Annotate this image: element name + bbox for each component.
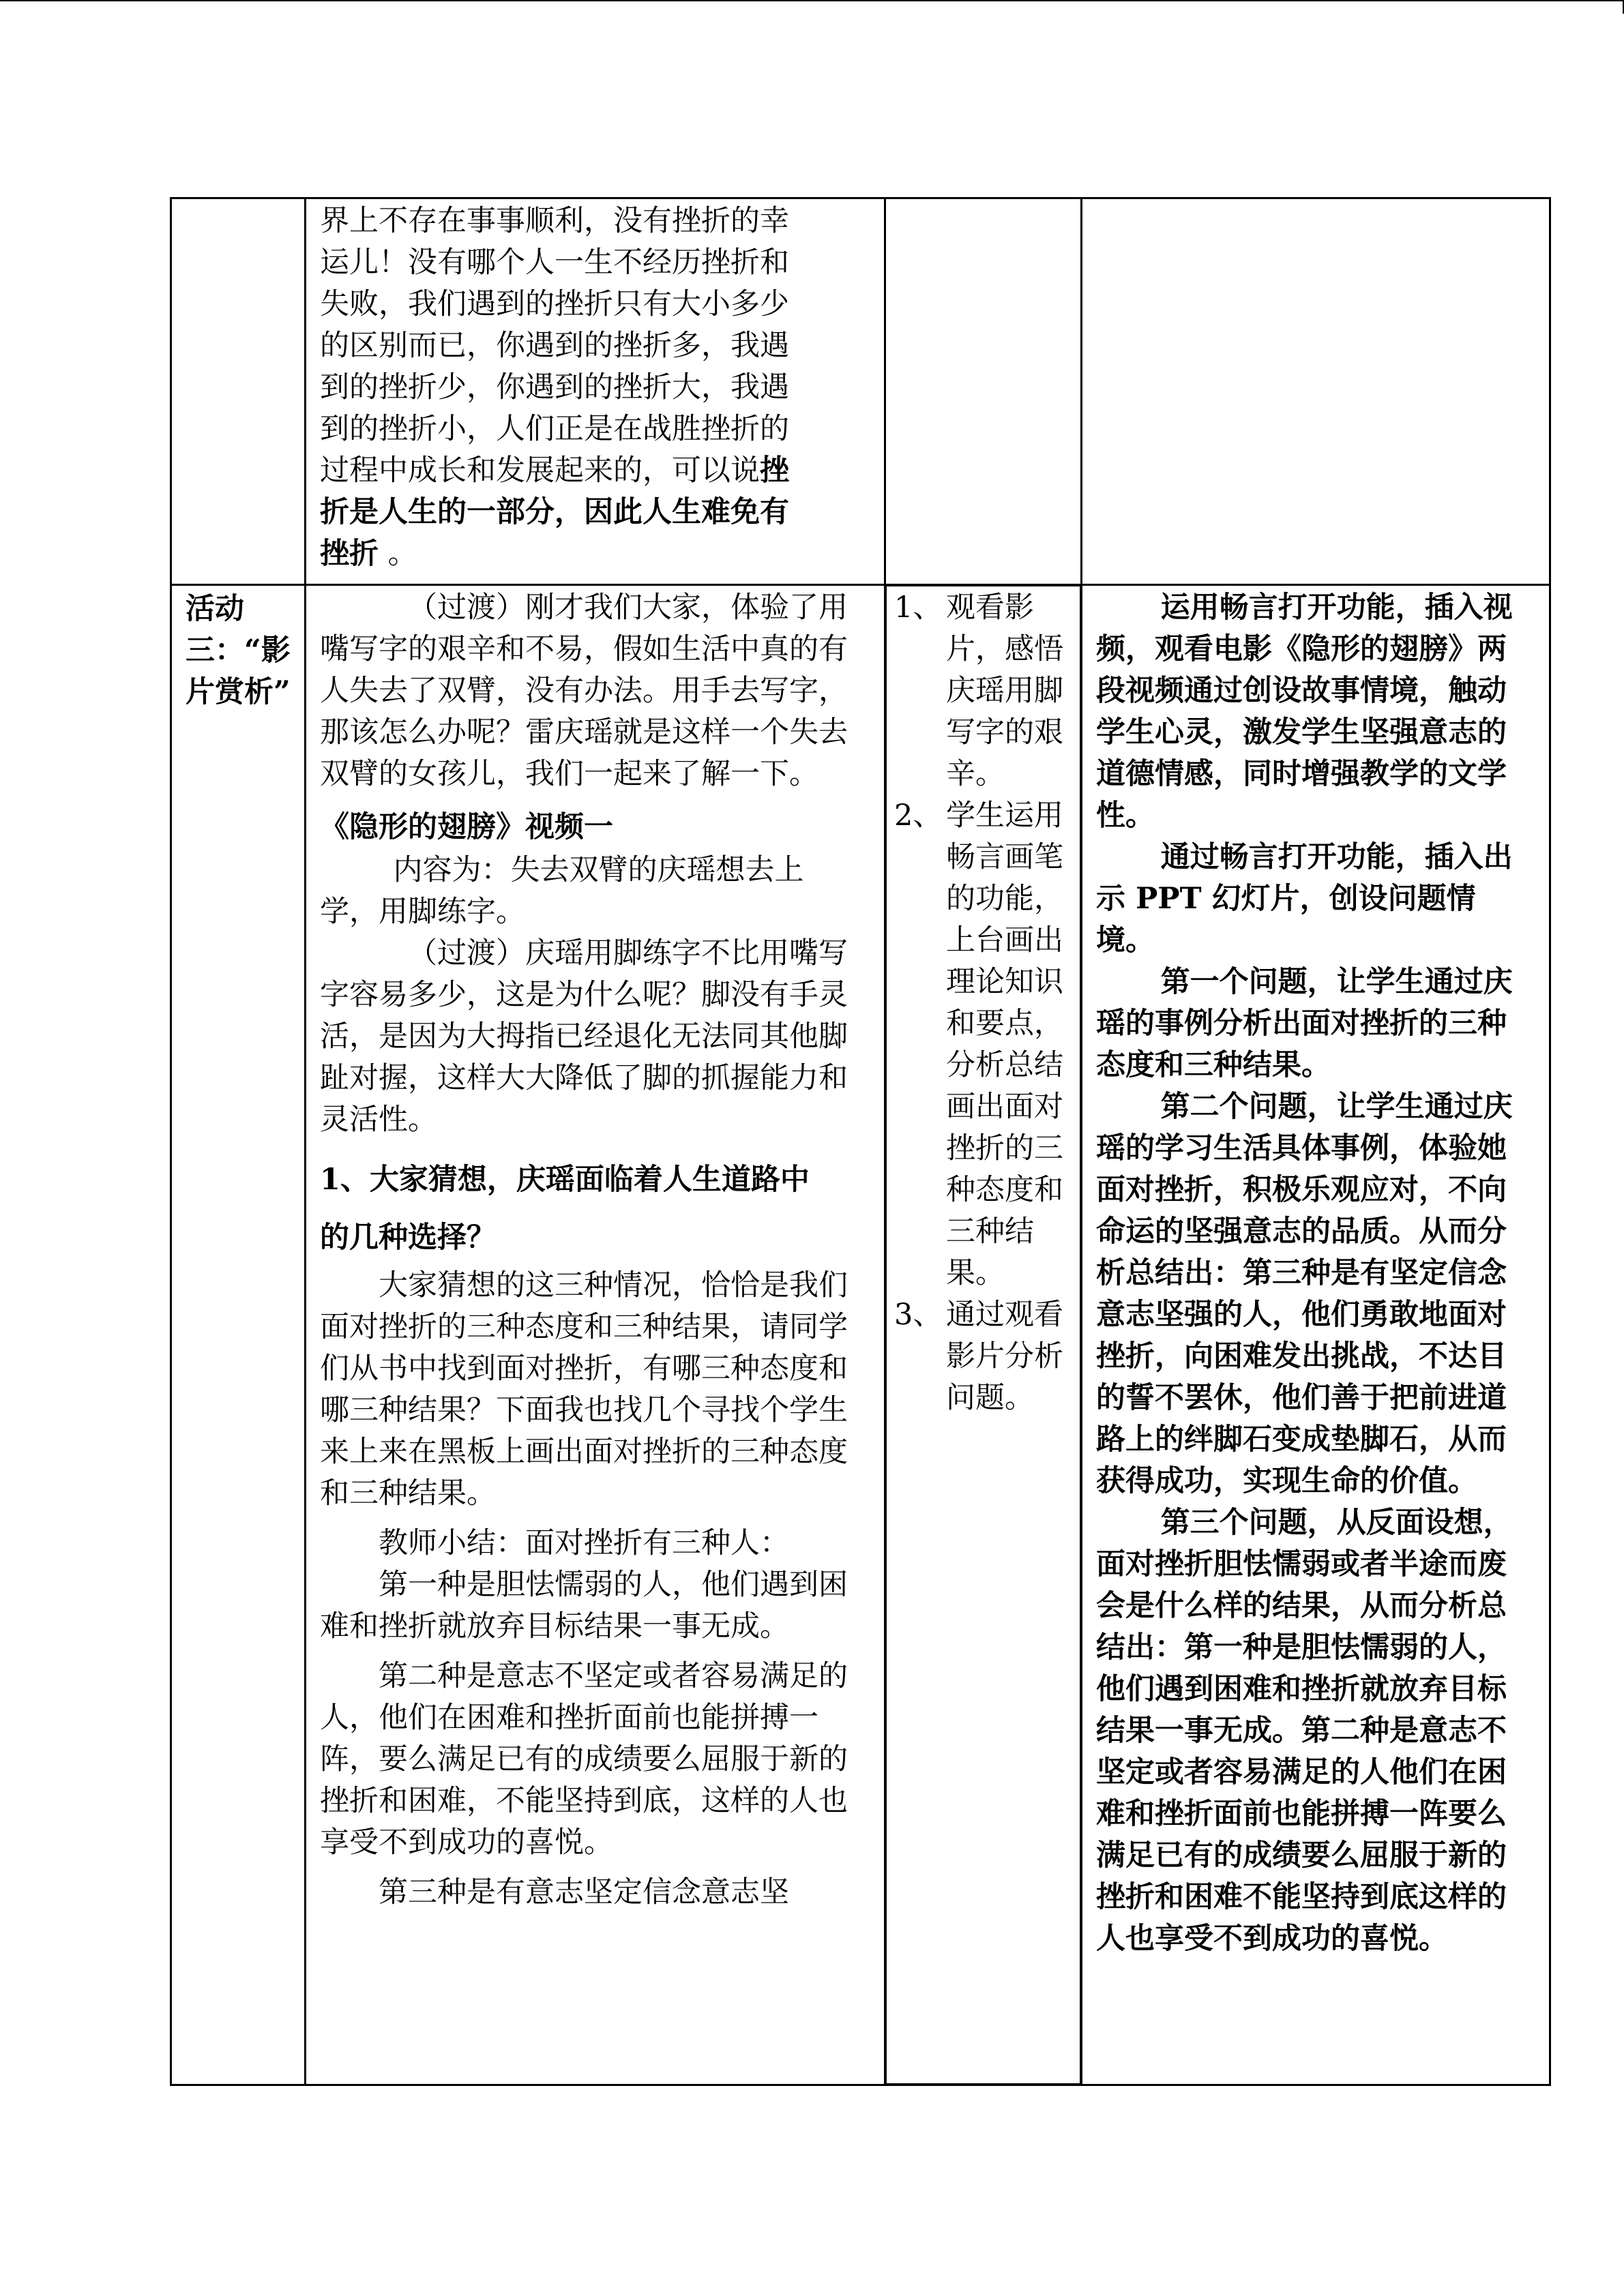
row1-line-4: 的区别而已，你遇到的挫折多，我遇 (320, 329, 789, 363)
row2-col1-cell (171, 585, 306, 2085)
row1-col4-cell (1082, 198, 1550, 585)
row1-line-6: 到的挫折小，人们正是在战胜挫折的 (320, 412, 789, 446)
intent-paragraph-3: 第一个问题，让学生通过庆瑶的事例分析出面对挫折的三种态度和三种结果。 (1096, 965, 1513, 1082)
type-3-paragraph: 第三种是有意志坚定信念意志坚 (379, 1875, 789, 1909)
row1-col3-cell (885, 198, 1082, 585)
page-top-edge (0, 0, 1624, 1)
row1-bold-line-3: 挫折 (320, 537, 379, 571)
teacher-summary: 教师小结：面对挫折有三种人： (379, 1526, 789, 1560)
row1-line-1: 界上不存在事事顺利，没有挫折的幸 (320, 204, 789, 238)
row1-bold-a: 挫 (760, 453, 789, 488)
list-item (894, 587, 1074, 795)
row2-col3-cell (885, 585, 1082, 2085)
type-2-paragraph: 第二种是意志不坚定或者容易满足的人，他们在困难和挫折面前也能拼搏一阵，要么满足已有的成绩要么屈服于新的挫折和困难，不能坚持到底，这样的人也享受不到成功的喜悦。 (320, 1659, 848, 1860)
row1-col1-cell (171, 198, 306, 585)
step-number: 2、 (894, 799, 943, 833)
transition-paragraph-1: （过渡）刚才我们大家，体验了用嘴写字的艰辛和不易，假如生活中真的有人失去了双臂，没有办法。用手去写字，那该怎么办呢？雷庆瑶就是这样一个失去双臂的女孩儿，我们一起来了解一下。 (320, 591, 848, 791)
video-title: 《隐形的翅膀》视频一 (320, 810, 613, 844)
video-content: 内容为：失去双臂的庆瑶想去上学，用脚练字。 (320, 853, 804, 929)
intent-paragraph-1: 运用畅言打开功能，插入视频，观看电影《隐形的翅膀》两段视频通过创设故事情境，触动学生心灵，激发学生坚强意志的道德情感，同时增强教学的文学性。 (1096, 591, 1513, 833)
step-text: 学生运用畅言画笔的功能，上台画出理论知识和要点，分析总结画出面对挫折的三种态度和三种结果。 (946, 799, 1063, 1290)
list-item (894, 795, 1074, 1294)
transition-paragraph-2: （过渡）庆瑶用脚练字不比用嘴写字容易多少，这是为什么呢？脚没有手灵活，是因为大拇指已经退化无法同其他脚趾对握，这样大大降低了脚的抓握能力和灵活性。 (320, 936, 848, 1137)
question-1-line-1: 1、大家猜想，庆瑶面临着人生道路中 (320, 1163, 810, 1197)
step-text: 观看影片，感悟庆瑶用脚写字的艰辛。 (946, 591, 1063, 791)
student-steps-list (886, 587, 1080, 1419)
row1-line-9 (320, 533, 857, 575)
question-1-line-2: 的几种选择？ (320, 1221, 496, 1255)
guess-paragraph: 大家猜想的这三种情况，恰恰是我们面对挫折的三种态度和三种结果，请同学们从书中找到面对挫折，有哪三种态度和哪三种结果？下面我也找几个寻找个学生来上来在黑板上画出面对挫折的三种态度和三种结果。 (320, 1268, 848, 1510)
table-row (171, 585, 1550, 2085)
row1-line-3: 失败，我们遇到的挫折只有大小多少 (320, 287, 789, 321)
list-item (894, 1294, 1074, 1419)
row1-end-mark: 。 (379, 537, 417, 571)
row1-line-7-text: 过程中成长和发展起来的，可以说 (320, 453, 760, 488)
type-1-paragraph: 第一种是胆怯懦弱的人，他们遇到困难和挫折就放弃目标结果一事无成。 (320, 1568, 848, 1643)
intent-paragraph-4: 第二个问题，让学生通过庆瑶的学习生活具体事例，体验她面对挫折，积极乐观应对，不向命运的坚强意志的品质。从而分析总结出：第三种是有坚定信念意志坚强的人，他们勇敢地面对挫折，向困难发出挑战，不达目的誓不罢休，他们善于把前进道路上的绊脚石变成垫脚石，从而获得成功，实现生命的价值。 (1096, 1090, 1513, 1498)
row2-col2-cell (306, 585, 885, 2085)
intent-paragraph-2: 通过畅言打开功能，插入出示 PPT 幻灯片，创设问题情境。 (1096, 840, 1513, 957)
row1-bold-line-2: 折是人生的一部分，因此人生难免有 (320, 495, 789, 529)
row1-line-5: 到的挫折少，你遇到的挫折大，我遇 (320, 370, 789, 404)
step-number: 3、 (894, 1298, 943, 1332)
row1-line-2: 运儿！没有哪个人一生不经历挫折和 (320, 245, 789, 280)
row1-col2-cell (306, 198, 885, 585)
step-number: 1、 (894, 591, 943, 625)
lesson-plan-table (170, 197, 1551, 2086)
row2-col4-cell (1082, 585, 1550, 2085)
activity-label: 活动三：“影片赏析” (186, 592, 291, 709)
step-text: 通过观看影片分析问题。 (946, 1298, 1063, 1415)
row1-line-7 (320, 450, 857, 492)
intent-paragraph-5: 第三个问题，从反面设想，面对挫折胆怯懦弱或者半途而废会是什么样的结果，从而分析总结出：第一种是胆怯懦弱的人，他们遇到困难和挫折就放弃目标结果一事无成。第二种是意志不坚定或者容易满足的人他们在困难和挫折面前也能拼搏一阵要么满足已有的成绩要么屈服于新的挫折和困难不能坚持到底这样的人也享受不到成功的喜悦。 (1096, 1506, 1513, 1956)
table-row (171, 198, 1550, 585)
